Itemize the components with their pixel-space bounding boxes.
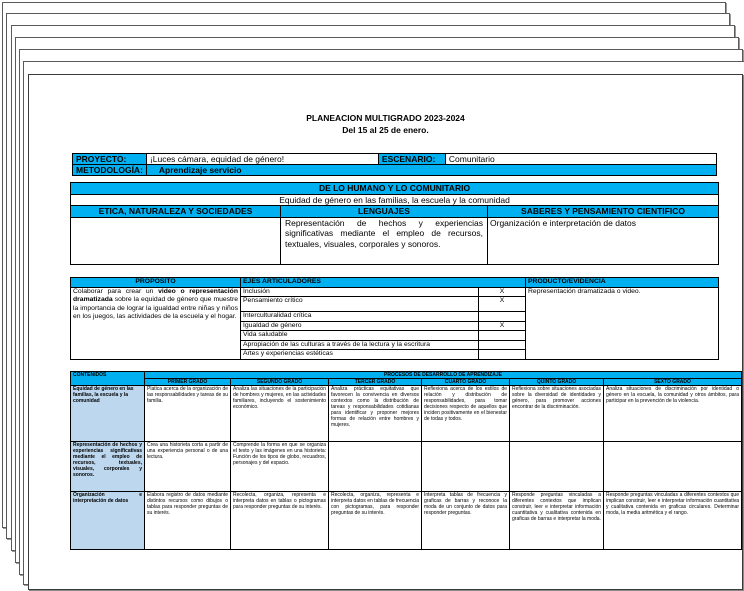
pda-cell: Crea una historieta corta a partir de una experiencia personal o de una lectura.	[145, 442, 231, 492]
pda-cell: Responde preguntas vinculadas a diferentes contextos que implican construir, leer e interpretar información cuantitativa y cualitativa contenida en graficas circulares. Determinar moda, la media aritmética y el rango.	[604, 492, 742, 550]
pda-table	[70, 371, 742, 550]
ejes-header: EJES ARTICULADORES	[241, 278, 526, 288]
proposito-header: PROPÓSITO	[71, 278, 241, 288]
col-etica-header: ETICA, NATURALEZA Y SOCIEDADES	[71, 206, 281, 218]
pda-cell: Platica acerca de la organización de las responsabilidades y tareas de su familia.	[145, 386, 231, 442]
escenario-label: ESCENARIO:	[378, 154, 445, 165]
eje-label: Interculturalidad crítica	[241, 312, 479, 322]
pda-cell	[422, 442, 510, 492]
contenidos-header: CONTENIDOS	[71, 372, 145, 386]
eje-mark: X	[479, 321, 526, 331]
col-saberes-text: Organización e interpretación de datos	[488, 217, 719, 264]
col-lenguajes-header: LENGUAJES	[281, 206, 488, 218]
campo-subtitle: Equidad de género en las familias, la escuela y la comunidad	[71, 194, 719, 206]
pda-cell: Elabora registro de datos mediante distintos recursos como dibujos o tablas para responder preguntas de su interés.	[145, 492, 231, 550]
pda-cell: Analiza situaciones de discriminación por identidad o género en la escuela, la comunidad y otros ámbitos, para participar en la prevención de la violencia.	[604, 386, 742, 442]
pda-cell: Recolecta, organiza, representa e interpreta datos en tablas de frecuencia con pictogramas, para responder preguntas de su interés.	[329, 492, 422, 550]
project-info-table	[72, 153, 717, 176]
producto-header: PRODUCTO/EVIDENCIA	[526, 278, 719, 288]
eje-label: Inclusión	[241, 287, 479, 297]
grade-header: SEGUNDO GRADO	[231, 379, 329, 386]
eje-label: Artes y experiencias estéticas	[241, 350, 479, 360]
metodologia-value: Aprendizaje servicio	[146, 165, 716, 176]
pda-cell: Comprende la forma en que se organiza el texto y las imágenes en una historieta: Función de los tipos de globo, recuadros, personajes y del espacio.	[231, 442, 329, 492]
contenido-cell: Representación de hechos y experiencias significativas mediante el empleo de recursos, textuales, visuales, corporales y sonoros.	[71, 442, 145, 492]
proposito-text-post: sobre la equidad de género que muestre la importancia de lograr la igualdad entre niñas y niños en los juegos, las actividades de la escuela y el hogar.	[73, 296, 238, 320]
pda-cell: Responde preguntas vinculadas a diferentes contextos que implican construir, leer e interpretar información cuantitativa y cualitativa contenida en graficas de barras e interpretar la moda.	[510, 492, 604, 550]
page-dates: Del 15 al 25 de enero.	[342, 125, 429, 135]
eje-mark	[479, 340, 526, 350]
pda-cell: Analiza prácticas equitativas que favorecen la convivencia en diversos contextos como la distribución de tareas y responsabilidades cotidianas para identificar y proponer mejores formas de relación entre hombres y mujeres.	[329, 386, 422, 442]
proposito-text-bold: video o representación dramatizada	[73, 287, 238, 303]
col-etica-text	[71, 217, 281, 264]
proposito-text	[71, 287, 241, 359]
grade-header: QUINTO GRADO	[510, 379, 604, 386]
pda-cell	[510, 442, 604, 492]
pda-cell: Interpreta tablas de frecuencia y graficas de barras y reconoce la moda de un conjunto de datos para responder preguntas.	[422, 492, 510, 550]
eje-mark: X	[479, 297, 526, 312]
eje-mark	[479, 350, 526, 360]
front-page	[28, 74, 743, 590]
eje-label: Apropiación de las culturas a través de la lectura y la escritura	[241, 340, 479, 350]
metodologia-label: METODOLOGÍA:	[73, 165, 147, 176]
pda-cell: Reflexiona sobre situaciones asociadas sobre la diversidad de identidades y género, para promover acciones encontrar de la discriminación.	[510, 386, 604, 442]
proposito-text-pre: Colaborar para crear un	[73, 287, 159, 295]
grade-header: CUARTO GRADO	[422, 379, 510, 386]
eje-label: Pensamiento crítico	[241, 297, 479, 312]
contenido-cell: Organización e interpretación de datos	[71, 492, 145, 550]
pda-cell: Recolecta, organiza, representa e interpreta datos en tablas o pictogramas para responder preguntas de su interés.	[231, 492, 329, 550]
eje-label: Igualdad de género	[241, 321, 479, 331]
eje-mark	[479, 312, 526, 322]
col-lenguajes-text: Representación de hechos y experiencias significativas mediante el empleo de recursos, textuales, visuales, corporales y sonoros.	[281, 217, 488, 264]
col-saberes-header: SABERES Y PENSAMIENTO CIENTIFICO	[488, 206, 719, 218]
grade-header: SEXTO GRADO	[604, 379, 742, 386]
campo-formativo-table	[70, 182, 719, 265]
pda-header: PROCESOS DE DESARROLLO DE APRENDIZAJE	[145, 372, 742, 379]
pda-cell: Reflexiona acerca de los estilos de relación y distribución de responsabilidades, para tomar decisiones respecto de aquellos que inciden positivamente en el bienestar de todas y todos.	[422, 386, 510, 442]
proposito-table	[70, 277, 719, 360]
campo-title: DE LO HUMANO Y LO COMUNITARIO	[71, 183, 719, 195]
pda-cell	[329, 442, 422, 492]
producto-text: Representación dramatizada o video.	[526, 287, 719, 359]
pda-cell	[604, 442, 742, 492]
proyecto-value: ¡Luces cámara, equidad de género!	[146, 154, 378, 165]
page-title: PLANEACION MULTIGRADO 2023-2024	[306, 113, 465, 123]
eje-label: Vida saludable	[241, 331, 479, 341]
pda-cell: Analiza las situaciones de la participación de hombres y mujeres, en las actividades familiares, incluyendo el sostenimiento económico.	[231, 386, 329, 442]
eje-mark	[479, 331, 526, 341]
grade-header: TERCER GRADO	[329, 379, 422, 386]
contenido-cell: Equidad de género en las familias, la escuela y la comunidad	[71, 386, 145, 442]
grade-header: PRIMER GRADO	[145, 379, 231, 386]
escenario-value: Comunitario	[445, 154, 716, 165]
eje-mark: X	[479, 287, 526, 297]
proyecto-label: PROYECTO:	[73, 154, 147, 165]
